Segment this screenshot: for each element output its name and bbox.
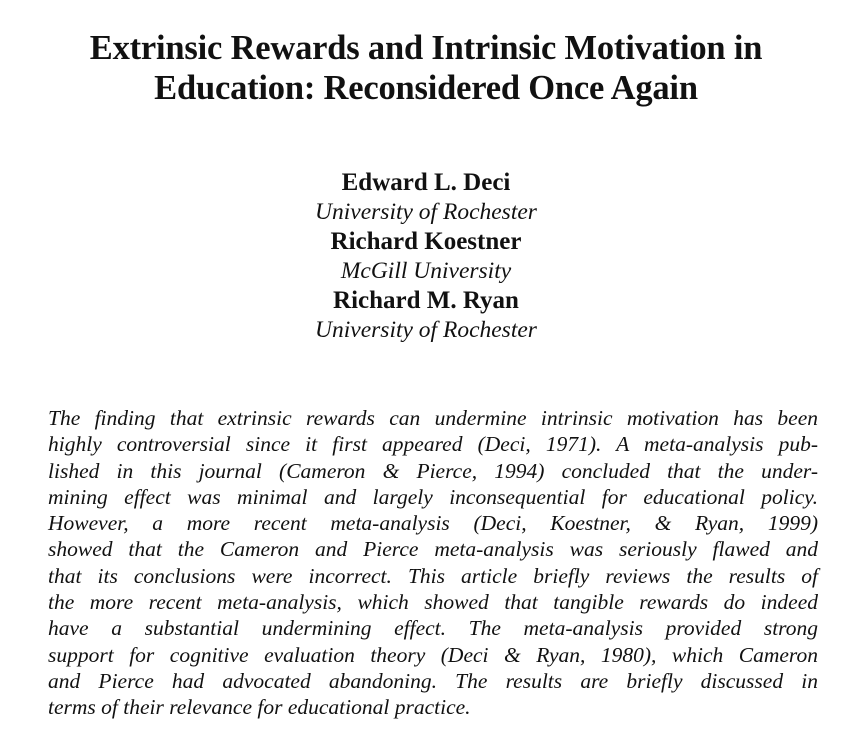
- author-affiliation: University of Rochester: [315, 317, 537, 343]
- abstract-line: However, a more recent meta-analysis (Deci, Koestner, & Ryan, 1999): [48, 511, 818, 536]
- abstract-line: that its conclusions were incorrect. This article briefly reviews the results of: [48, 563, 818, 588]
- author-block: [0, 168, 852, 345]
- paper-title: [20, 28, 832, 108]
- abstract-line: the more recent meta-analysis, which showed that tangible rewards do indeed: [48, 590, 818, 615]
- abstract-line: terms of their relevance for educational practice.: [48, 695, 471, 720]
- author-name: Richard Koestner: [330, 228, 522, 255]
- title-line: Extrinsic Rewards and Intrinsic Motivation in: [89, 29, 763, 67]
- author-affiliation: McGill University: [340, 258, 512, 284]
- abstract-line: mining effect was minimal and largely inconsequential for educational policy.: [48, 484, 818, 509]
- abstract-line: lished in this journal (Cameron & Pierce, 1994) concluded that the under-: [48, 458, 818, 483]
- abstract-line: support for cognitive evaluation theory (Deci & Ryan, 1980), which Cameron: [48, 642, 818, 667]
- abstract-line: have a substantial undermining effect. The meta-analysis provided strong: [48, 616, 818, 641]
- abstract: [48, 405, 818, 721]
- author-name: Richard M. Ryan: [333, 287, 519, 314]
- abstract-line: and Pierce had advocated abandoning. The results are briefly discussed in: [48, 668, 818, 693]
- author-name: Edward L. Deci: [341, 169, 511, 196]
- author-affiliation: University of Rochester: [315, 199, 537, 225]
- abstract-line: showed that the Cameron and Pierce meta-analysis was seriously flawed and: [48, 537, 818, 562]
- title-line: Education: Reconsidered Once Again: [154, 69, 698, 107]
- abstract-line: The finding that extrinsic rewards can undermine intrinsic motivation has been: [48, 406, 818, 430]
- abstract-line: highly controversial since it first appeared (Deci, 1971). A meta-analysis pub-: [48, 432, 818, 457]
